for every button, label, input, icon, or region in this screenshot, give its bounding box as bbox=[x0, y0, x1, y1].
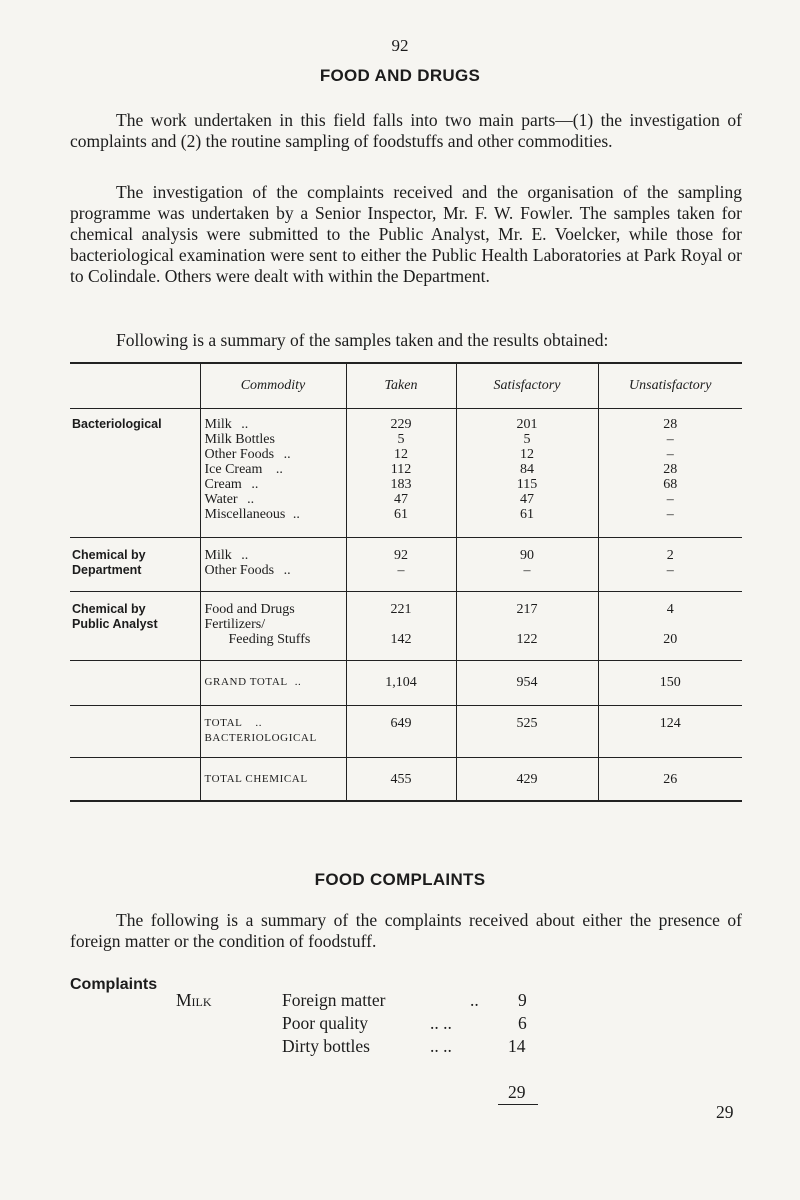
complaint-label: Foreign matter bbox=[282, 990, 386, 1010]
unsatisfactory-cell: – bbox=[598, 432, 742, 447]
table-row bbox=[70, 617, 742, 632]
taken-cell: 112 bbox=[346, 462, 456, 477]
complaint-dots: .. .. bbox=[430, 1036, 452, 1056]
taken-cell: – bbox=[346, 563, 456, 578]
header-commodity: Commodity bbox=[200, 363, 346, 409]
unsatisfactory-cell: 28 bbox=[598, 462, 742, 477]
unsatisfactory-cell: 150 bbox=[598, 675, 742, 690]
section-title-food-and-drugs: FOOD AND DRUGS bbox=[319, 66, 481, 85]
samples-summary-table bbox=[70, 362, 742, 802]
taken-cell: 142 bbox=[346, 632, 456, 647]
header-unsatisfactory: Unsatisfactory bbox=[598, 363, 742, 409]
satisfactory-cell: 122 bbox=[456, 632, 598, 647]
commodity-cell: Milk .. bbox=[200, 417, 346, 432]
satisfactory-cell: 525 bbox=[456, 716, 598, 731]
satisfactory-cell: 217 bbox=[456, 602, 598, 617]
paragraph-intro: The work undertaken in this field falls into two main parts—(1) the investigation of complaints and (2) the routine sampling of foodstuffs and other commodities. bbox=[70, 110, 742, 151]
unsatisfactory-cell: – bbox=[598, 507, 742, 522]
commodity-cell: Ice Cream .. bbox=[200, 462, 346, 477]
satisfactory-cell: 84 bbox=[456, 462, 598, 477]
taken-cell: 1,104 bbox=[346, 675, 456, 690]
footer-page-marker: 29 bbox=[716, 1102, 734, 1122]
satisfactory-cell: 429 bbox=[456, 772, 598, 787]
taken-cell bbox=[346, 617, 456, 632]
total-label-cell: GRAND TOTAL .. bbox=[200, 675, 346, 690]
satisfactory-cell: 47 bbox=[456, 492, 598, 507]
unsatisfactory-cell: 20 bbox=[598, 632, 742, 647]
taken-cell: 649 bbox=[346, 716, 456, 731]
complaint-dots: .. .. bbox=[430, 1013, 452, 1033]
satisfactory-cell: 201 bbox=[456, 417, 598, 432]
unsatisfactory-cell: 124 bbox=[598, 716, 742, 731]
table-row bbox=[70, 432, 742, 447]
commodity-cell: Feeding Stuffs bbox=[200, 632, 346, 647]
paragraph-complaints-intro: The following is a summary of the complaints received about either the presence of foreign matter or the condition of foodstuff. bbox=[70, 910, 742, 951]
table-row bbox=[70, 548, 742, 563]
satisfactory-cell: 90 bbox=[456, 548, 598, 563]
commodity-cell: Other Foods .. bbox=[200, 563, 346, 578]
paragraph-investigation: The investigation of the complaints received and the organisation of the sampling programme was undertaken by a Senior Inspector, Mr. F. W. Fowler. The samples taken for chemical analysis were submitted to the Public Analyst, Mr. E. Voelcker, while those for bacteriological examination were sent to either the Public Health Laboratories at Park Royal or to Colindale. Others were dealt with within the Department. bbox=[70, 182, 742, 286]
unsatisfactory-cell: – bbox=[598, 563, 742, 578]
paragraph-summary-lead: Following is a summary of the samples taken and the results obtained: bbox=[116, 330, 609, 350]
group-label-chemical-analyst-line2: Public Analyst bbox=[72, 616, 158, 631]
unsatisfactory-cell: 28 bbox=[598, 417, 742, 432]
commodity-cell: Miscellaneous .. bbox=[200, 507, 346, 522]
satisfactory-cell: 5 bbox=[456, 432, 598, 447]
table-row-total-chemical bbox=[70, 772, 742, 787]
unsatisfactory-cell: – bbox=[598, 447, 742, 462]
total-label-cell: TOTAL .. bbox=[200, 716, 346, 731]
complaint-dots: .. bbox=[470, 990, 479, 1010]
complaint-category-milk: Milk bbox=[176, 990, 212, 1010]
unsatisfactory-cell: 2 bbox=[598, 548, 742, 563]
taken-cell: 61 bbox=[346, 507, 456, 522]
complaint-value: 9 bbox=[518, 990, 527, 1010]
complaint-value: 6 bbox=[518, 1013, 527, 1033]
taken-cell: 221 bbox=[346, 602, 456, 617]
table-row bbox=[70, 563, 742, 578]
table-row bbox=[70, 417, 742, 432]
commodity-cell: Other Foods .. bbox=[200, 447, 346, 462]
table-row bbox=[70, 447, 742, 462]
table-row bbox=[70, 492, 742, 507]
taken-cell: 92 bbox=[346, 548, 456, 563]
commodity-cell: Milk Bottles bbox=[200, 432, 346, 447]
taken-cell: 5 bbox=[346, 432, 456, 447]
page-number: 92 bbox=[391, 36, 409, 55]
header-satisfactory: Satisfactory bbox=[456, 363, 598, 409]
commodity-cell: Water .. bbox=[200, 492, 346, 507]
commodity-cell: Fertilizers/ bbox=[200, 617, 346, 632]
unsatisfactory-cell: – bbox=[598, 492, 742, 507]
satisfactory-cell: 61 bbox=[456, 507, 598, 522]
complaints-heading: Complaints bbox=[70, 976, 158, 993]
satisfactory-cell: 115 bbox=[456, 477, 598, 492]
group-label-chemical-department-line2: Department bbox=[72, 562, 142, 577]
subtotal-rule bbox=[498, 1104, 538, 1105]
complaints-subtotal: 29 bbox=[508, 1082, 526, 1102]
group-label-chemical-analyst-line1: Chemical by bbox=[72, 601, 146, 616]
satisfactory-cell: 12 bbox=[456, 447, 598, 462]
unsatisfactory-cell bbox=[598, 617, 742, 632]
table-row-total-bacteriological bbox=[70, 716, 742, 731]
unsatisfactory-cell: 68 bbox=[598, 477, 742, 492]
total-label-cell: TOTAL CHEMICAL bbox=[200, 772, 346, 787]
header-group bbox=[70, 363, 200, 409]
satisfactory-cell: 954 bbox=[456, 675, 598, 690]
commodity-cell: Cream .. bbox=[200, 477, 346, 492]
group-label-chemical-department-line1: Chemical by bbox=[72, 547, 146, 562]
table-row bbox=[70, 507, 742, 522]
taken-cell: 47 bbox=[346, 492, 456, 507]
taken-cell: 455 bbox=[346, 772, 456, 787]
commodity-cell: Milk .. bbox=[200, 548, 346, 563]
taken-cell: 183 bbox=[346, 477, 456, 492]
total-label-cell: BACTERIOLOGICAL bbox=[200, 731, 346, 746]
table-row bbox=[70, 632, 742, 647]
table-row-grand-total bbox=[70, 675, 742, 690]
table-header-row bbox=[70, 363, 742, 409]
taken-cell: 12 bbox=[346, 447, 456, 462]
unsatisfactory-cell: 26 bbox=[598, 772, 742, 787]
complaint-value: 14 bbox=[508, 1036, 526, 1056]
table-row bbox=[70, 462, 742, 477]
table-row bbox=[70, 731, 742, 746]
section-title-food-complaints: FOOD COMPLAINTS bbox=[314, 870, 486, 889]
table-row bbox=[70, 477, 742, 492]
satisfactory-cell: – bbox=[456, 563, 598, 578]
group-label-bacteriological: Bacteriological bbox=[72, 416, 162, 431]
unsatisfactory-cell: 4 bbox=[598, 602, 742, 617]
satisfactory-cell bbox=[456, 617, 598, 632]
table-row bbox=[70, 602, 742, 617]
complaint-label: Dirty bottles bbox=[282, 1036, 370, 1056]
commodity-cell: Food and Drugs bbox=[200, 602, 346, 617]
taken-cell: 229 bbox=[346, 417, 456, 432]
complaint-label: Poor quality bbox=[282, 1013, 369, 1033]
header-taken: Taken bbox=[346, 363, 456, 409]
